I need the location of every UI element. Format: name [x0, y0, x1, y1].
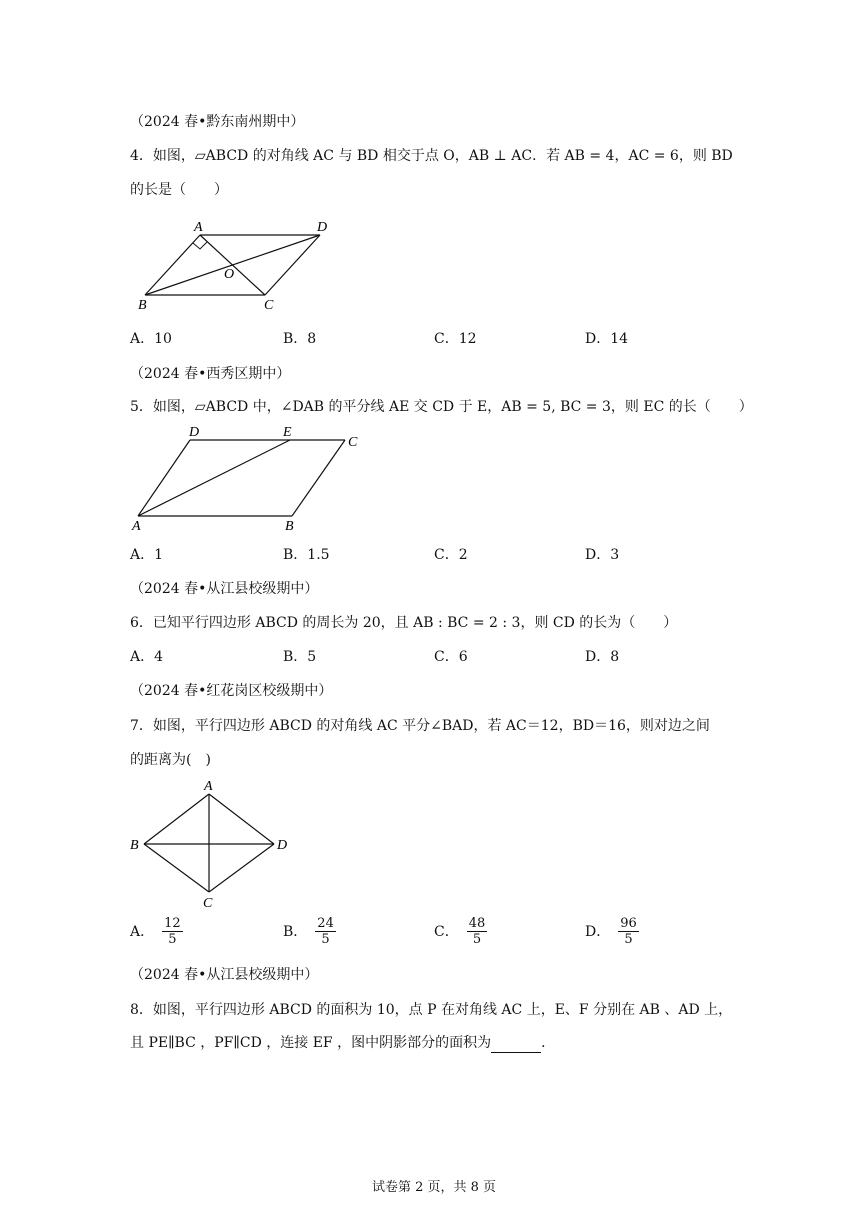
q4-option-a[interactable]: A．10 — [130, 331, 172, 347]
q8-source: （2024 春•从江县校级期中） — [130, 967, 319, 983]
q4-option-b[interactable]: B．8 — [283, 331, 317, 347]
page-footer: 试卷第 2 页，共 8 页 — [371, 1180, 497, 1195]
q7-option-b-fraction — [315, 916, 336, 947]
q7-edge-AD — [209, 794, 274, 844]
q5-figure — [130, 420, 370, 536]
q7-option-c-fraction — [467, 916, 488, 947]
q7-label-D: D — [277, 838, 288, 853]
q7-option-b-letter: B． — [283, 923, 308, 940]
q7-option-c[interactable] — [434, 916, 487, 947]
q7-option-a-denominator: 5 — [168, 932, 177, 947]
q7-label-A: A — [204, 779, 213, 794]
q5-source: （2024 春•西秀区期中） — [130, 366, 291, 382]
q5-option-a[interactable]: A．1 — [130, 547, 164, 563]
q7-label-C: C — [203, 896, 213, 911]
q7-option-b-numerator: 24 — [317, 916, 334, 931]
q7-option-a-fraction — [162, 916, 183, 947]
q7-option-d-letter: D． — [585, 923, 611, 940]
q4-label-B: B — [138, 298, 147, 313]
q4-label-A: A — [194, 220, 203, 235]
q4-right-angle-mark — [193, 242, 207, 249]
q7-source: （2024 春•红花岗区校级期中） — [130, 683, 333, 699]
q7-option-a-numerator: 12 — [164, 916, 181, 931]
q4-label-C: C — [264, 298, 274, 313]
q7-stem-line1: 7．如图，平行四边形 ABCD 的对角线 AC 平分∠BAD，若 AC＝12，BD＝16，则对边之间 — [130, 718, 710, 734]
q4-stem-line2: 的长是（ ） — [130, 182, 228, 198]
q7-option-d-denominator: 5 — [624, 932, 633, 947]
q7-option-c-numerator: 48 — [468, 916, 486, 931]
q7-stem-line2: 的距离为( ) — [130, 752, 211, 768]
q5-label-A: A — [132, 519, 141, 534]
q4-source: （2024 春•黔东南州期中） — [130, 114, 305, 130]
q4-label-D: D — [317, 220, 328, 235]
q7-option-a-letter: A． — [130, 923, 155, 940]
q7-edge-AB — [144, 794, 209, 844]
q7-option-a[interactable] — [130, 916, 183, 947]
q7-option-d-numerator: 96 — [620, 916, 637, 931]
q5-label-B: B — [285, 519, 294, 534]
q8-stem-line2-text: 且 PE∥BC ，PF∥CD ，连接 EF ，图中阴影部分的面积为 — [130, 1035, 492, 1051]
q5-label-D: D — [189, 425, 200, 440]
q8-answer-blank[interactable] — [491, 1038, 541, 1053]
q7-option-d-fraction — [618, 916, 639, 947]
q4-diagonal-BD — [145, 235, 320, 295]
q5-stem-line1: 5．如图，▱ABCD 中，∠DAB 的平分线 AE 交 CD 于 E，AB = 5, BC = 3，则 EC 的长（ ） — [130, 399, 753, 415]
q8-stem-line2-end: ． — [541, 1035, 556, 1051]
q6-option-b[interactable]: B．5 — [283, 649, 317, 665]
q8-stem-line1: 8．如图，平行四边形 ABCD 的面积为 10，点 P 在对角线 AC 上，E、F 分别在 AB 、AD 上， — [130, 1002, 733, 1018]
q6-source: （2024 春•从江县校级期中） — [130, 581, 319, 597]
q6-option-d[interactable]: D．8 — [585, 649, 620, 665]
q8-stem-line2 — [130, 1033, 555, 1053]
q6-stem-line1: 6．已知平行四边形 ABCD 的周长为 20，且 AB : BC = 2 : 3，则 CD 的长为（ ） — [130, 615, 678, 631]
q4-option-c[interactable]: C．12 — [434, 331, 477, 347]
q6-option-a[interactable]: A．4 — [130, 649, 164, 665]
q7-option-c-letter: C． — [434, 923, 459, 940]
q5-edge-BC — [292, 440, 345, 516]
q5-label-C: C — [348, 435, 358, 450]
q4-stem-line1: 4．如图，▱ABCD 的对角线 AC 与 BD 相交于点 O，AB ⊥ AC．若 AB = 4，AC = 6，则 BD — [130, 148, 733, 164]
q7-option-b-denominator: 5 — [321, 932, 330, 947]
q5-option-d[interactable]: D．3 — [585, 547, 620, 563]
q7-edge-DC — [209, 844, 274, 892]
q4-figure — [130, 215, 350, 315]
q7-figure — [128, 776, 298, 912]
q7-edge-BC — [144, 844, 209, 892]
q7-option-c-denominator: 5 — [472, 932, 482, 947]
q7-label-B: B — [130, 838, 139, 853]
q5-edge-AD — [138, 440, 190, 516]
q7-option-b[interactable] — [283, 916, 336, 947]
q5-option-c[interactable]: C．2 — [434, 547, 468, 563]
q5-bisector-AE — [138, 440, 290, 516]
q4-option-d[interactable]: D．14 — [585, 331, 629, 347]
q5-option-b[interactable]: B．1.5 — [283, 547, 330, 563]
q7-option-d[interactable] — [585, 916, 639, 947]
q5-label-E: E — [283, 425, 292, 440]
q6-option-c[interactable]: C．6 — [434, 649, 468, 665]
q4-label-O: O — [224, 267, 235, 282]
